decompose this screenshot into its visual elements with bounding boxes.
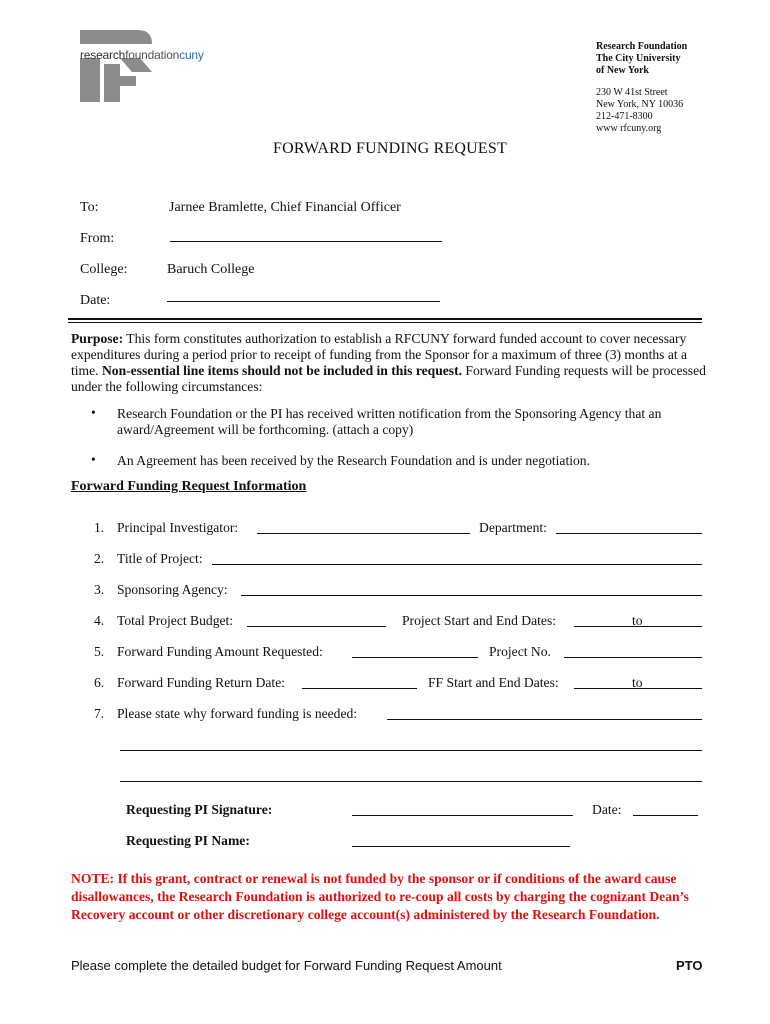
org-info bbox=[596, 41, 687, 135]
bullet-1: Research Foundation or the PI has received written notification from the Sponsoring Agency that an award/Agreement will be forthcoming. (attach a copy) bbox=[117, 406, 662, 437]
reason-field-2[interactable] bbox=[120, 750, 702, 751]
logo-cuny: cuny bbox=[179, 48, 204, 62]
ff-return-label: Forward Funding Return Date: bbox=[117, 675, 286, 690]
budget-label: Total Project Budget: bbox=[117, 613, 234, 628]
pi-signature-label: Requesting PI Signature: bbox=[126, 802, 273, 817]
project-no-label: Project No. bbox=[489, 644, 551, 659]
item-4-number: 4. bbox=[94, 613, 105, 628]
department-field[interactable] bbox=[556, 533, 702, 534]
ff-amount-field[interactable] bbox=[352, 657, 478, 658]
project-dates-to: to bbox=[632, 613, 643, 628]
logo-wordmark bbox=[80, 48, 204, 62]
org-name-2: The City University bbox=[596, 53, 681, 64]
sponsor-field[interactable] bbox=[241, 595, 702, 596]
footer-text: Please complete the detailed budget for Forward Funding Request Amount bbox=[71, 958, 502, 973]
to-value: Jarnee Bramlette, Chief Financial Officer bbox=[169, 200, 401, 215]
logo-foundation: foundation bbox=[125, 48, 180, 62]
project-dates-label: Project Start and End Dates: bbox=[402, 613, 557, 628]
item-1-number: 1. bbox=[94, 520, 105, 535]
bullet-2: An Agreement has been received by the Research Foundation and is under negotiation. bbox=[117, 453, 590, 468]
pi-label: Principal Investigator: bbox=[117, 520, 239, 535]
org-name-3: of New York bbox=[596, 65, 649, 76]
signature-date-field[interactable] bbox=[633, 815, 698, 816]
item-2-number: 2. bbox=[94, 551, 105, 566]
note-text: NOTE: If this grant, contract or renewal is not funded by the sponsor or if conditions of the award cause disallowances, the Research Foundation is authorized to re-coup all costs by charging the cognizant Dean’s Recovery account or other discretionary college account(s) administered by the Research Foundation. bbox=[71, 871, 689, 922]
ff-return-field[interactable] bbox=[302, 688, 417, 689]
purpose-text-1: This form constitutes authorization to establish a RFCUNY forward funded account to cover necessary expenditures during a period prior to receipt of funding from the Sponsor for a maximum of three (3) months at a time. bbox=[71, 331, 688, 378]
project-title-label: Title of Project: bbox=[117, 551, 203, 566]
bullet-2-glyph: • bbox=[91, 452, 96, 467]
ff-dates-label: FF Start and End Dates: bbox=[428, 675, 559, 690]
bullet-1-glyph: • bbox=[91, 405, 96, 420]
reason-field-3[interactable] bbox=[120, 781, 702, 782]
item-5-number: 5. bbox=[94, 644, 105, 659]
college-label: College: bbox=[80, 262, 128, 277]
from-field[interactable] bbox=[170, 241, 442, 242]
project-no-field[interactable] bbox=[564, 657, 702, 658]
pi-field[interactable] bbox=[257, 533, 470, 534]
reason-field-1[interactable] bbox=[387, 719, 702, 720]
divider-thin bbox=[68, 322, 702, 323]
from-label: From: bbox=[80, 231, 115, 246]
to-label: To: bbox=[80, 200, 99, 215]
item-6-number: 6. bbox=[94, 675, 105, 690]
pi-name-label: Requesting PI Name: bbox=[126, 833, 250, 848]
page-title: FORWARD FUNDING REQUEST bbox=[273, 140, 507, 157]
org-name-1: Research Foundation bbox=[596, 41, 688, 52]
purpose-paragraph bbox=[71, 331, 711, 395]
pto-label: PTO bbox=[676, 958, 703, 973]
purpose-label: Purpose: bbox=[71, 331, 124, 346]
item-3-number: 3. bbox=[94, 582, 105, 597]
org-phone: 212-471-8300 bbox=[596, 111, 653, 122]
date-field[interactable] bbox=[167, 301, 440, 302]
ff-amount-label: Forward Funding Amount Requested: bbox=[117, 644, 323, 659]
pi-signature-field[interactable] bbox=[352, 815, 573, 816]
rf-logo bbox=[78, 28, 238, 102]
purpose-bold: Non-essential line items should not be included in this request. bbox=[101, 363, 463, 378]
item-7-number: 7. bbox=[94, 706, 105, 721]
pi-name-field[interactable] bbox=[352, 846, 570, 847]
signature-date-label: Date: bbox=[592, 802, 622, 817]
purpose-text-2: Forward Funding requests will be processed under the following circumstances: bbox=[71, 363, 706, 394]
org-address-2: New York, NY 10036 bbox=[596, 99, 684, 110]
ff-dates-to: to bbox=[632, 675, 643, 690]
section-heading: Forward Funding Request Information bbox=[71, 479, 307, 494]
sponsor-label: Sponsoring Agency: bbox=[117, 582, 228, 597]
logo-research: research bbox=[80, 48, 126, 62]
budget-field[interactable] bbox=[247, 626, 386, 627]
date-label: Date: bbox=[80, 293, 111, 308]
project-title-field[interactable] bbox=[212, 564, 702, 565]
org-web: www rfcuny.org bbox=[596, 123, 662, 134]
college-value: Baruch College bbox=[167, 262, 255, 277]
department-label: Department: bbox=[479, 520, 547, 535]
reason-label: Please state why forward funding is needed: bbox=[117, 706, 358, 721]
org-address-1: 230 W 41st Street bbox=[596, 87, 668, 98]
divider-thick bbox=[68, 318, 702, 320]
